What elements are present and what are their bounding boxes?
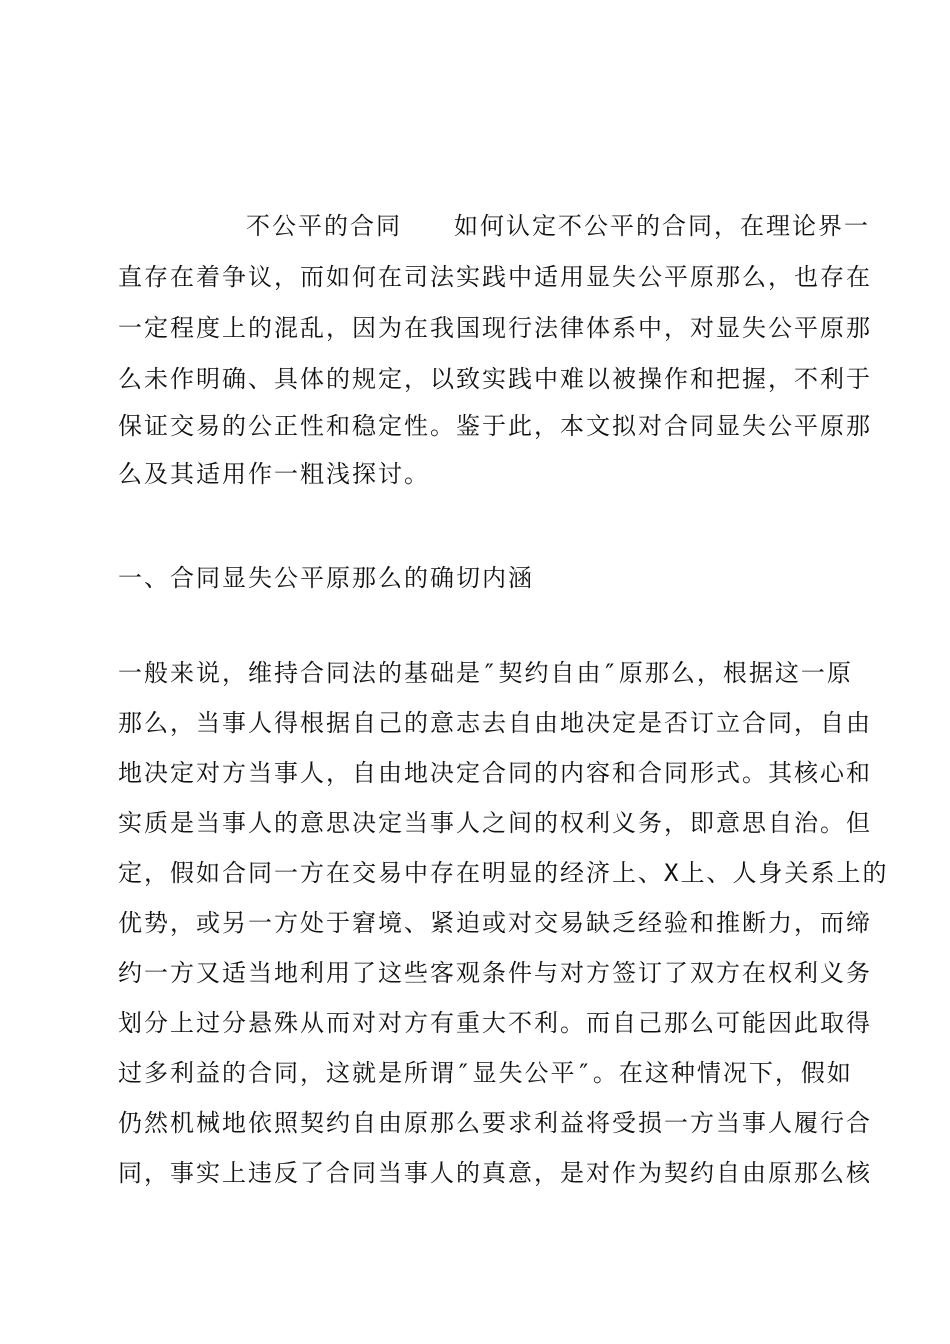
body-line: 同，事实上违反了合同当事人的真意，是对作为契约自由原那么核 <box>118 1159 872 1187</box>
section-heading: 一、合同显失公平原那么的确切内涵 <box>118 564 534 592</box>
intro-line: 保证交易的公正性和稳定性。鉴于此，本文拟对合同显失公平原那 <box>118 412 872 440</box>
body-line: 划分上过分悬殊从而对对方有重大不利。而自己那么可能因此取得 <box>118 1009 872 1037</box>
intro-line: 么未作明确、具体的规定，以致实践中难以被操作和把握，不利于 <box>118 365 872 393</box>
body-line: 约一方又适当地利用了这些客观条件与对方签订了双方在权利义务 <box>118 959 872 987</box>
body-line: 优势，或另一方处于窘境、紧迫或对交易缺乏经验和推断力，而缔 <box>118 909 872 937</box>
body-line: 仍然机械地依照契约自由原那么要求利益将受损一方当事人履行合 <box>118 1109 872 1137</box>
body-line: 实质是当事人的意思决定当事人之间的权利义务，即意思自治。但 <box>118 809 872 837</box>
intro-line: 一定程度上的混乱，因为在我国现行法律体系中，对显失公平原那 <box>118 314 872 342</box>
body-line: 那么，当事人得根据自己的意志去自由地决定是否订立合同，自由 <box>118 709 872 737</box>
body-line: 过多利益的合同，这就是所谓″显失公平″。在这种情况下，假如 <box>118 1059 853 1087</box>
intro-line: 直存在着争议，而如何在司法实践中适用显失公平原那么，也存在 <box>118 263 872 291</box>
body-line: 一般来说，维持合同法的基础是″契约自由″原那么，根据这一原 <box>118 659 853 687</box>
intro-line: 么及其适用作一粗浅探讨。 <box>118 460 430 488</box>
body-line: 地决定对方当事人，自由地决定合同的内容和合同形式。其核心和 <box>118 759 872 787</box>
body-line: 定，假如合同一方在交易中存在明显的经济上、X上、人身关系上的 <box>118 859 889 887</box>
intro-line: 不公平的合同 如何认定不公平的合同，在理论界一 <box>246 212 870 240</box>
